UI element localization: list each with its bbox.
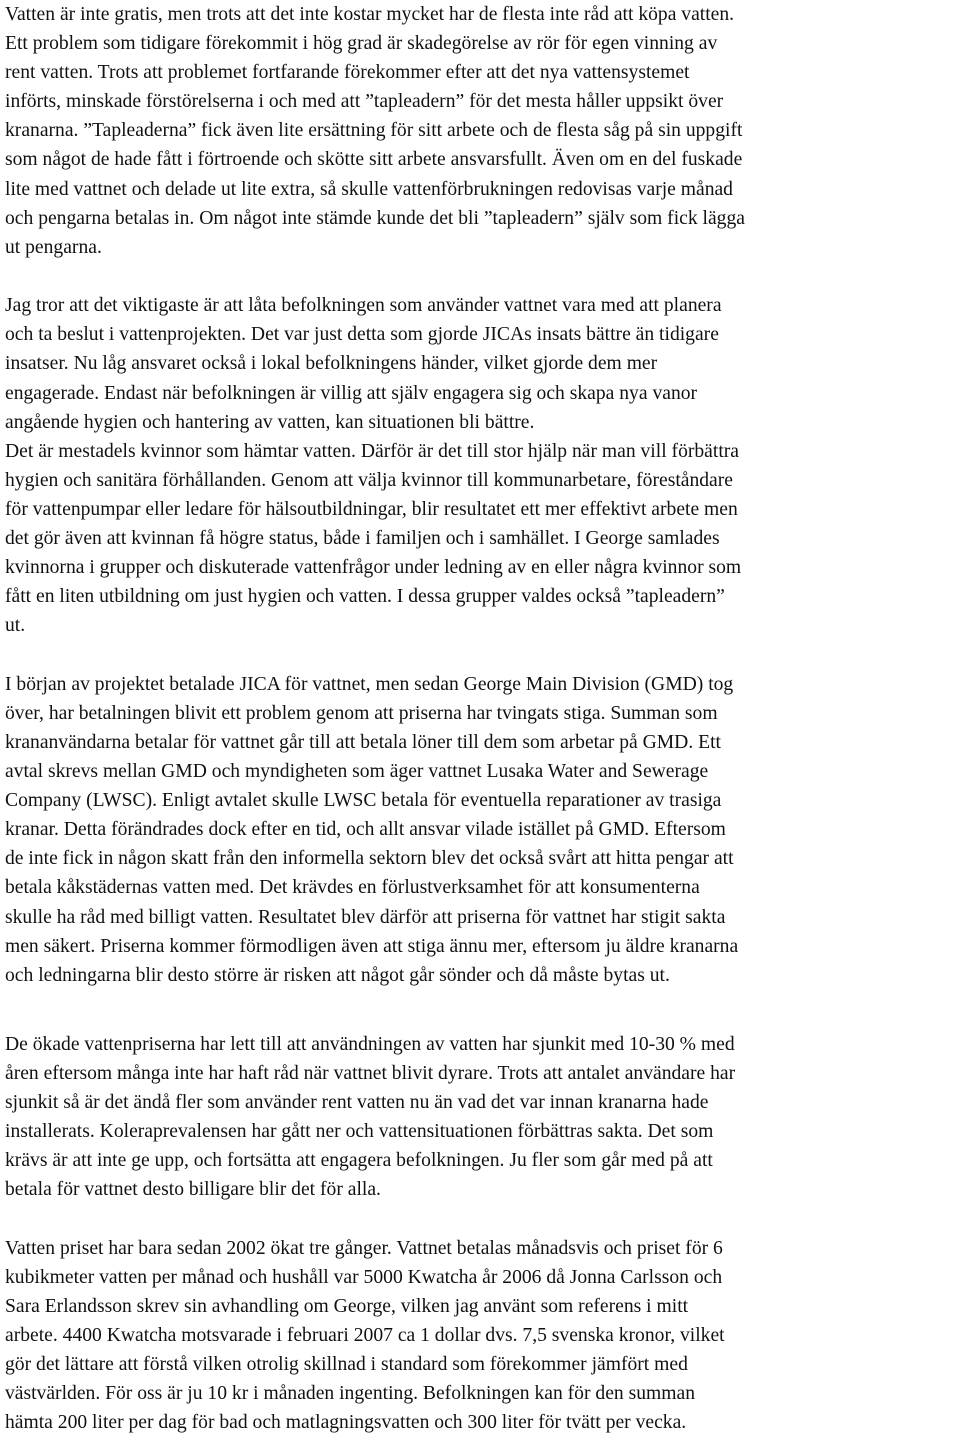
text-line: Sara Erlandsson skrev sin avhandling om George, vilken jag använt som referens i mitt bbox=[5, 1295, 689, 1317]
text-line: insatser. Nu låg ansvaret också i lokal befolkningens händer, vilket gjorde dem mer bbox=[5, 353, 658, 375]
text-line: som något de hade fått i förtroende och skötte sitt arbete ansvarsfullt. Även om en del fuskade bbox=[5, 149, 743, 171]
text-line: men säkert. Priserna kommer förmodligen även att stiga ännu mer, eftersom ju äldre kranarna bbox=[5, 935, 739, 957]
text-line: krävs är att inte ge upp, och fortsätta att engagera befolkningen. Ju fler som går med på att bbox=[5, 1150, 713, 1172]
paragraph-3 bbox=[5, 670, 957, 990]
text-line: skulle ha råd med billigt vatten. Resultatet blev därför att priserna för vattnet har stigit sakta bbox=[5, 906, 726, 928]
text-line: införts, minskade förstörelserna i och med att ”tapleadern” för det mesta håller uppsikt över bbox=[5, 91, 724, 113]
text-line: fått en liten utbildning om just hygien och vatten. I dessa grupper valdes också ”tapleadern” bbox=[5, 586, 725, 608]
text-line: De ökade vattenpriserna har lett till att användningen av vatten har sjunkit med 10-30 % med bbox=[5, 1033, 735, 1055]
paragraph-spacer bbox=[5, 990, 957, 1030]
text-line: krananvändarna betalar för vattnet går till att betala löner till dem som arbetar på GMD. Ett bbox=[5, 731, 721, 753]
text-line: rent vatten. Trots att problemet fortfarande förekommer efter att det nya vattensystemet bbox=[5, 62, 690, 84]
text-line: Ett problem som tidigare förekommit i hög grad är skadegörelse av rör för egen vinning av bbox=[5, 33, 718, 55]
text-line: Vatten är inte gratis, men trots att det inte kostar mycket har de flesta inte råd att köpa vatten. bbox=[5, 4, 735, 25]
text-line: Jag tror att det viktigaste är att låta befolkningen som använder vattnet vara med att planera bbox=[5, 295, 722, 317]
text-line: kranar. Detta förändrades dock efter en tid, och allt ansvar vilade istället på GMD. Eftersom bbox=[5, 819, 726, 841]
text-line: över, har betalningen blivit ett problem genom att priserna har tvingats stiga. Summan som bbox=[5, 702, 718, 724]
text-line: ut pengarna. bbox=[5, 236, 102, 258]
document-page bbox=[5, 0, 957, 1437]
text-line: Det är mestadels kvinnor som hämtar vatten. Därför är det till stor hjälp när man vill förbättra bbox=[5, 440, 739, 462]
text-line: kvinnorna i grupper och diskuterade vattenfrågor under ledning av en eller några kvinnor som bbox=[5, 557, 742, 579]
text-line: och ta beslut i vattenprojekten. Det var just detta som gjorde JICAs insats bättre än tidigare bbox=[5, 324, 719, 346]
text-line: hämta 200 liter per dag för bad och matlagningsvatten och 300 liter för tvätt per vecka. bbox=[5, 1412, 687, 1434]
text-line: avtal skrevs mellan GMD och myndigheten som äger vattnet Lusaka Water and Sewerage bbox=[5, 761, 709, 783]
text-line: sjunkit så är det ändå fler som använder rent vatten nu än vad det var innan kranarna hade bbox=[5, 1091, 709, 1113]
text-line: hygien och sanitära förhållanden. Genom att välja kvinnor till kommunarbetare, föreståndare bbox=[5, 469, 733, 491]
paragraph-spacer bbox=[5, 640, 957, 669]
text-line: de inte fick in någon skatt från den informella sektorn blev det också svårt att hitta pengar att bbox=[5, 848, 734, 870]
text-line: och pengarna betalas in. Om något inte stämde kunde det bli ”tapleadern” själv som fick lägga bbox=[5, 207, 745, 229]
text-line: betala kåkstädernas vatten med. Det krävdes en förlustverksamhet för att konsumenterna bbox=[5, 877, 700, 899]
text-line: åren eftersom många inte har haft råd när vattnet blivit dyrare. Trots att antalet användare har bbox=[5, 1062, 736, 1084]
text-line: lite med vattnet och delade ut lite extra, så skulle vattenförbrukningen redovisas varje månad bbox=[5, 178, 733, 200]
text-line: kranarna. ”Tapleaderna” fick även lite ersättning för sitt arbete och de flesta såg på sin uppgift bbox=[5, 120, 743, 142]
paragraph-spacer bbox=[5, 1204, 957, 1233]
text-line: det gör även att kvinnan få högre status, både i familjen och i samhället. I George samlades bbox=[5, 527, 720, 549]
paragraph-4 bbox=[5, 1030, 957, 1205]
text-line: arbete. 4400 Kwatcha motsvarade i februari 2007 ca 1 dollar dvs. 7,5 svenska kronor, vilket bbox=[5, 1325, 725, 1347]
text-line: för vattenpumpar eller ledare för hälsoutbildningar, blir resultatet ett mer effektivt arbete men bbox=[5, 498, 738, 520]
text-line: I början av projektet betalade JICA för vattnet, men sedan George Main Division (GMD) tog bbox=[5, 673, 734, 695]
text-line: installerats. Koleraprevalensen har gått ner och vattensituationen förbättras sakta. Det som bbox=[5, 1121, 714, 1143]
text-line: och ledningarna blir desto större är risken att något går sönder och då måste bytas ut. bbox=[5, 964, 670, 986]
text-line: betala för vattnet desto billigare blir det för alla. bbox=[5, 1179, 381, 1201]
paragraph-1 bbox=[5, 0, 957, 262]
text-line: gör det lättare att förstå vilken otrolig skillnad i standard som förekommer jämfört med bbox=[5, 1354, 688, 1376]
text-line: engagerade. Endast när befolkningen är villig att själv engagera sig och skapa nya vanor bbox=[5, 382, 698, 404]
text-line: ut. bbox=[5, 615, 26, 637]
paragraph-5 bbox=[5, 1234, 957, 1438]
text-line: kubikmeter vatten per månad och hushåll var 5000 Kwatcha år 2006 då Jonna Carlsson och bbox=[5, 1266, 723, 1288]
text-line: Company (LWSC). Enligt avtalet skulle LWSC betala för eventuella reparationer av trasiga bbox=[5, 790, 722, 812]
text-line: västvärlden. För oss är ju 10 kr i månaden ingenting. Befolkningen kan för den summan bbox=[5, 1383, 695, 1405]
text-line: angående hygien och hantering av vatten, kan situationen bli bättre. bbox=[5, 411, 535, 433]
paragraph-spacer bbox=[5, 262, 957, 291]
paragraph-2 bbox=[5, 291, 957, 640]
text-line: Vatten priset har bara sedan 2002 ökat tre gånger. Vattnet betalas månadsvis och priset för 6 bbox=[5, 1237, 723, 1259]
